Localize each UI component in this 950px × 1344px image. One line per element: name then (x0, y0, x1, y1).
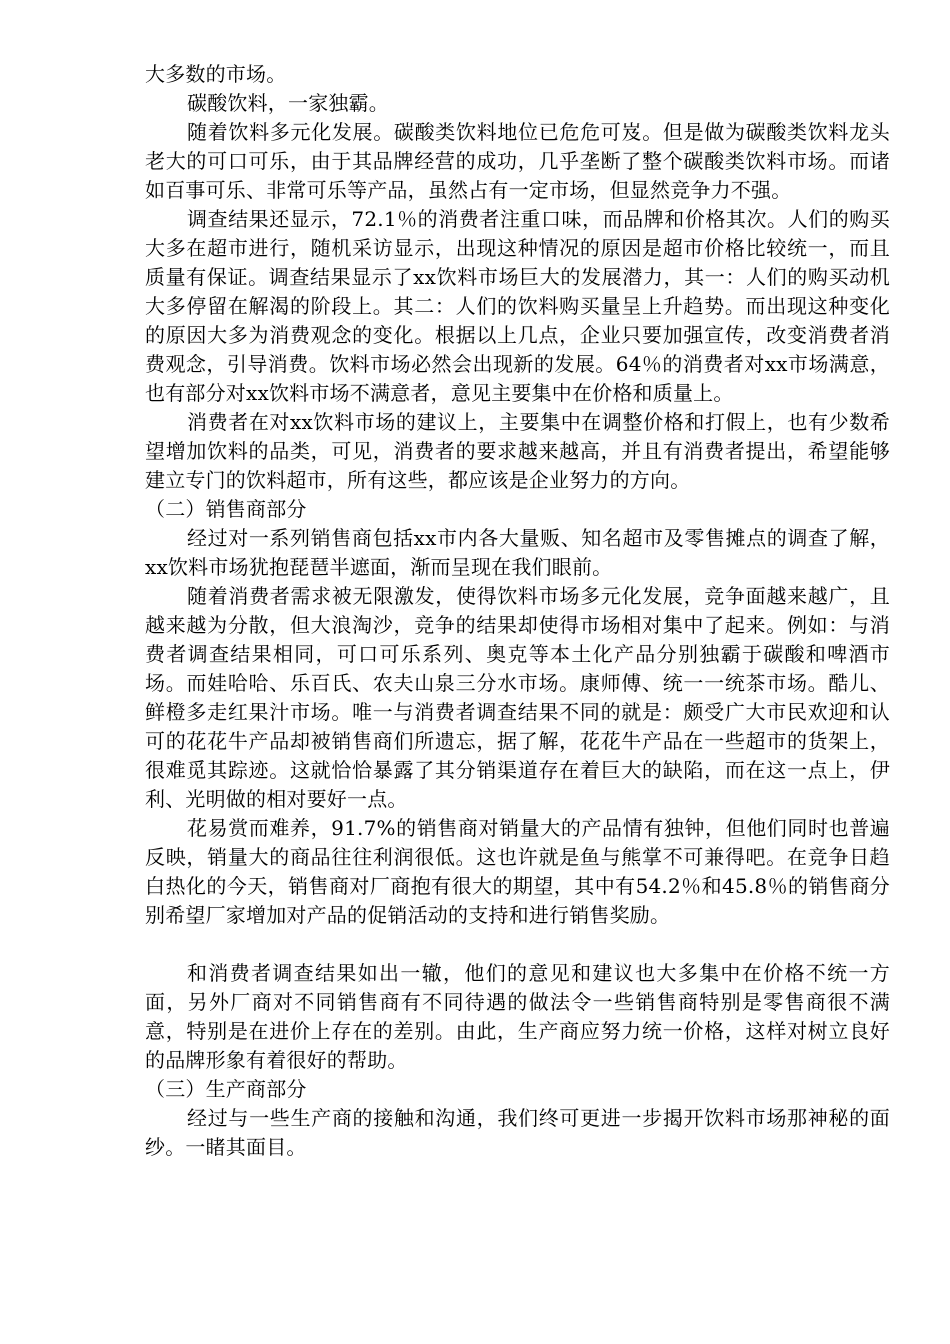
paragraph-market-tail: 大多数的市场。 (145, 62, 287, 86)
paragraph-consumer-suggestions: 消费者在对xx饮料市场的建议上，主要集中在调整价格和打假上，也有少数希望增加饮料的品类，可见，消费者的要求越来越高，并且有消费者提出，希望能够建立专门的饮料超市，所有这些，都应该是企业努力的方向。 (145, 410, 890, 492)
document-page (145, 60, 890, 1162)
paragraph-retailer-expectations: 花易赏而难养，91.7%的销售商对销量大的产品情有独钟，但他们同时也普遍反映，销量大的商品往往利润很低。这也许就是鱼与熊掌不可兼得吧。在竞争日趋白热化的今天，销售商对厂商抱有很大的期望，其中有54.2％和45.8％的销售商分别希望厂家增加对产品的促销活动的支持和进行销售奖励。 (145, 816, 890, 927)
paragraph-carbonated: 随着饮料多元化发展。碳酸类饮料地位已危危可岌。但是做为碳酸类饮料龙头老大的可口可乐，由于其品牌经营的成功，几乎垄断了整个碳酸类饮料市场。而诸如百事可乐、非常可乐等产品，虽然占有一定市场，但显然竞争力不强。 (145, 120, 890, 202)
paragraph-producer-intro: 经过与一些生产商的接触和沟通，我们终可更进一步揭开饮料市场那神秘的面纱。一睹其面目。 (145, 1106, 890, 1159)
paragraph-carbonated-title: 碳酸饮料，一家独霸。 (187, 91, 389, 115)
paragraph-retailer-intro: 经过对一系列销售商包括xx市内各大量贩、知名超市及零售摊点的调查了解，xx饮料市场犹抱琵琶半遮面，渐而呈现在我们眼前。 (145, 526, 890, 579)
paragraph-survey-results: 调查结果还显示，72.1％的消费者注重口味，而品牌和价格其次。人们的购买大多在超市进行，随机采访显示，出现这种情况的原因是超市价格比较统一，而且质量有保证。调查结果显示了xx饮料市场巨大的发展潜力，其一：人们的购买动机大多停留在解渴的阶段上。其二：人们的饮料购买量呈上升趋势。而出现这种变化的原因大多为消费观念的变化。根据以上几点，企业只要加强宣传，改变消费者消费观念，引导消费。饮料市场必然会出现新的发展。64％的消费者对xx市场满意，也有部分对xx饮料市场不满意者，意见主要集中在价格和质量上。 (145, 207, 890, 405)
section-heading-producers: （三）生产商部分 (145, 1077, 307, 1101)
section-heading-retailers: （二）销售商部分 (145, 497, 307, 521)
blank-line (145, 930, 890, 959)
paragraph-retailer-competition: 随着消费者需求被无限激发，使得饮料市场多元化发展，竞争面越来越广，且越来越为分散，但大浪淘沙，竞争的结果却使得市场相对集中了起来。例如：与消费者调查结果相同，可口可乐系列、奥克等本土化产品分别独霸于碳酸和啤酒市场。而娃哈哈、乐百氏、农夫山泉三分水市场。康师傅、统一一统茶市场。酷儿、鲜橙多走红果汁市场。唯一与消费者调查结果不同的就是：颇受广大市民欢迎和认可的花花牛产品却被销售商们所遗忘，据了解，花花牛产品在一些超市的货架上，很难觅其踪迹。这就恰恰暴露了其分销渠道存在着巨大的缺陷，而在这一点上，伊利、光明做的相对要好一点。 (145, 584, 890, 811)
paragraph-retailer-opinions: 和消费者调查结果如出一辙，他们的意见和建议也大多集中在价格不统一方面，另外厂商对不同销售商有不同待遇的做法令一些销售商特别是零售商很不满意，特别是在进价上存在的差别。由此，生产商应努力统一价格，这样对树立良好的品牌形象有着很好的帮助。 (145, 961, 890, 1072)
